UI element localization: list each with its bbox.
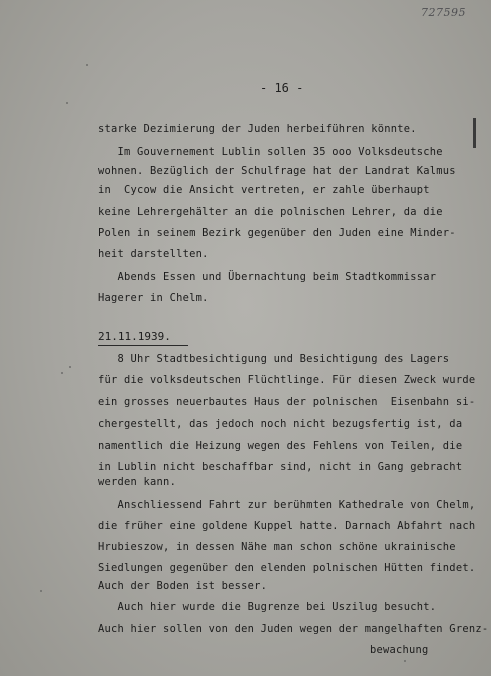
text-line: Im Gouvernement Lublin sollen 35 ooo Volksdeutsche (98, 146, 443, 158)
date-heading: 21.11.1939. (98, 330, 171, 343)
text-line: heit darstellten. (98, 248, 209, 260)
paper-speck (66, 102, 68, 104)
text-line: Hrubieszow, in dessen Nähe man schon schöne ukrainische (98, 541, 456, 553)
text-line: für die volksdeutschen Flüchtlinge. Für diesen Zweck wurde (98, 374, 476, 386)
text-line: Auch der Boden ist besser. (98, 580, 268, 592)
paper-speck (404, 660, 406, 662)
text-line: die früher eine goldene Kuppel hatte. Darnach Abfahrt nach (98, 520, 476, 532)
paper-speck (69, 366, 71, 368)
text-line: wohnen. Bezüglich der Schulfrage hat der Landrat Kalmus (98, 165, 456, 177)
text-line: Hagerer in Chelm. (98, 292, 209, 304)
text-line: bewachung (370, 644, 429, 656)
text-line: Auch hier sollen von den Juden wegen der mangelhaften Grenz- (98, 623, 489, 635)
text-line: Polen in seinem Bezirk gegenüber den Juden eine Minder- (98, 227, 456, 239)
text-line: Auch hier wurde die Bugrenze bei Uszilug besucht. (98, 601, 437, 613)
text-line: in Cycow die Ansicht vertreten, er zahle überhaupt (98, 184, 430, 196)
text-line: namentlich die Heizung wegen des Fehlens von Teilen, die (98, 440, 463, 452)
text-line: chergestellt, das jedoch noch nicht bezugsfertig ist, da (98, 418, 463, 430)
text-line: Abends Essen und Übernachtung beim Stadtkommissar (98, 271, 437, 283)
text-line: keine Lehrergehälter an die polnischen Lehrer, da die (98, 206, 443, 218)
archive-number: 727595 (421, 6, 466, 19)
text-line: starke Dezimierung der Juden herbeiführen könnte. (98, 123, 417, 135)
text-line: Anschliessend Fahrt zur berühmten Kathedrale von Chelm, (98, 499, 476, 511)
text-line: ein grosses neuerbautes Haus der polnischen Eisenbahn si- (98, 396, 476, 408)
text-line: werden kann. (98, 476, 177, 488)
margin-mark (473, 118, 476, 148)
text-line: 8 Uhr Stadtbesichtigung und Besichtigung des Lagers (98, 353, 450, 365)
text-line: Siedlungen gegenüber den elenden polnischen Hütten findet. (98, 562, 476, 574)
paper-speck (86, 64, 88, 66)
page-number: - 16 - (260, 81, 304, 95)
paper-speck (40, 590, 42, 592)
paper-speck (61, 372, 63, 374)
text-line: in Lublin nicht beschaffbar sind, nicht in Gang gebracht (98, 461, 463, 473)
date-underline (98, 345, 188, 346)
